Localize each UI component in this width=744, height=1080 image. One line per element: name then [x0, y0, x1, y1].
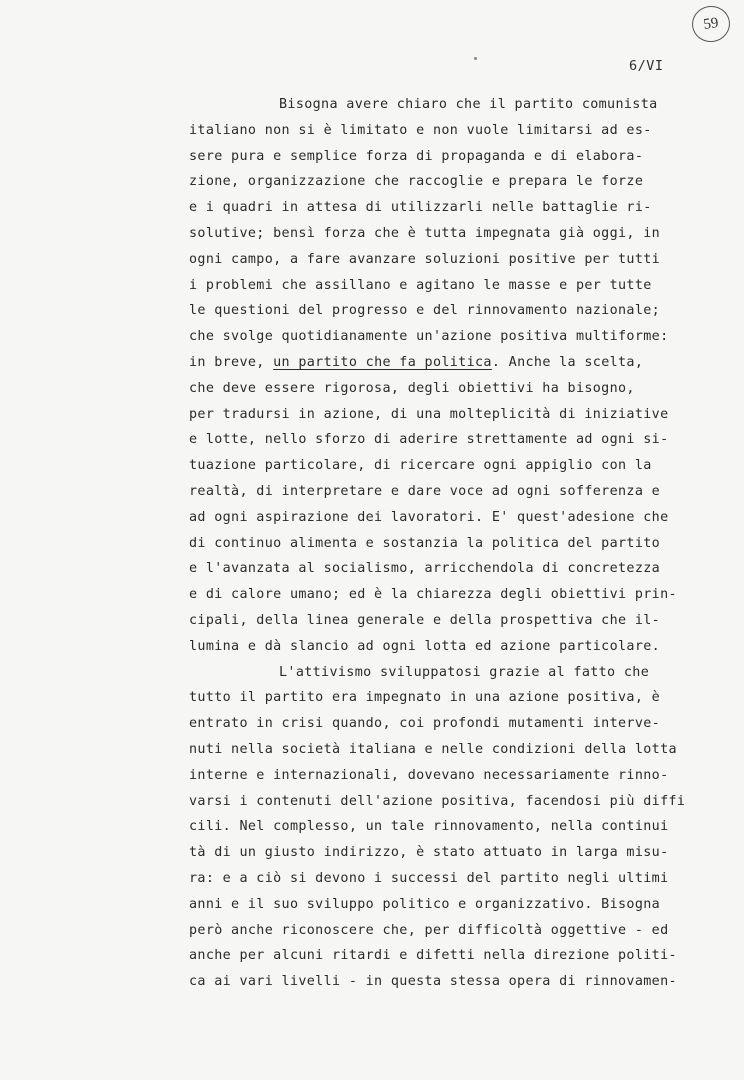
text-line: per tradursi in azione, di una molteplicità di iniziative: [189, 406, 669, 422]
text-line: zione, organizzazione che raccoglie e prepara le forze: [189, 174, 644, 190]
text-line: e lotte, nello sforzo di aderire strettamente ad ogni si-: [189, 432, 669, 448]
text-line: realtà, di interpretare e dare voce ad ogni sofferenza e: [189, 483, 661, 499]
text-line: ra: e a ciò si devono i successi del partito negli ultimi: [189, 870, 669, 886]
text-line: ogni campo, a fare avanzare soluzioni positive per tutti: [189, 251, 661, 267]
text-line: cili. Nel complesso, un tale rinnovamento, nella continui: [189, 819, 669, 835]
text-line: cipali, della linea generale e della prospettiva che il-: [189, 612, 661, 628]
line-start: in breve,: [189, 354, 274, 370]
text-line: anni e il suo sviluppo politico e organizzativo. Bisogna: [189, 896, 661, 912]
text-line-with-underline: [189, 350, 729, 376]
text-line: sere pura e semplice forza di propaganda e di elabora-: [189, 148, 644, 164]
text-line: tà di un giusto indirizzo, è stato attuato in larga misu-: [189, 845, 669, 861]
text-line: i problemi che assillano e agitano le masse e per tutte: [189, 277, 652, 293]
page-number: 6/VI: [629, 58, 664, 74]
typewritten-text: [189, 92, 729, 995]
text-line: però anche riconoscere che, per difficoltà oggettive - ed: [189, 922, 669, 938]
text-line: Bisogna avere chiaro che il partito comunista: [279, 97, 658, 112]
text-line: le questioni del progresso e del rinnovamento nazionale;: [189, 303, 661, 319]
text-line: lumina e dà slancio ad ogni lotta ed azione particolare.: [189, 638, 661, 654]
text-line: tutto il partito era impegnato in una azione positiva, è: [189, 690, 661, 706]
text-line: varsi i contenuti dell'azione positiva, facendosi più diffi: [189, 793, 686, 809]
line-end: . Anche la scelta,: [491, 354, 644, 370]
text-line: nuti nella società italiana e nelle condizioni della lotta: [189, 741, 677, 757]
text-line: entrato in crisi quando, coi profondi mutamenti interve-: [189, 716, 661, 732]
text-line: e di calore umano; ed è la chiarezza degli obiettivi prin-: [189, 587, 677, 603]
ink-speck: [474, 57, 477, 60]
text-line: che deve essere rigorosa, degli obiettivi ha bisogno,: [189, 380, 635, 396]
underlined-phrase: un partito che fa politica: [273, 354, 492, 370]
text-line: solutive; bensì forza che è tutta impegnata già oggi, in: [189, 225, 661, 241]
page-stamp: 59: [690, 4, 733, 45]
text-line: che svolge quotidianamente un'azione positiva multiforme:: [189, 329, 669, 345]
text-line: ad ogni aspirazione dei lavoratori. E' quest'adesione che: [189, 509, 669, 525]
text-line: L'attivismo sviluppatosi grazie al fatto che: [279, 664, 650, 680]
text-line: italiano non si è limitato e non vuole limitarsi ad es-: [189, 122, 652, 138]
text-line: di continuo alimenta e sostanzia la politica del partito: [189, 535, 661, 551]
text-line: anche per alcuni ritardi e difetti nella direzione politi-: [189, 948, 677, 964]
text-line: tuazione particolare, di ricercare ogni appiglio con la: [189, 458, 652, 474]
text-line: e l'avanzata al socialismo, arricchendola di concretezza: [189, 561, 661, 577]
text-line: e i quadri in attesa di utilizzarli nelle battaglie ri-: [189, 200, 652, 216]
text-line: interne e internazionali, dovevano necessariamente rinno-: [189, 767, 669, 783]
text-line: ca ai vari livelli - in questa stessa opera di rinnovamen-: [189, 974, 677, 990]
